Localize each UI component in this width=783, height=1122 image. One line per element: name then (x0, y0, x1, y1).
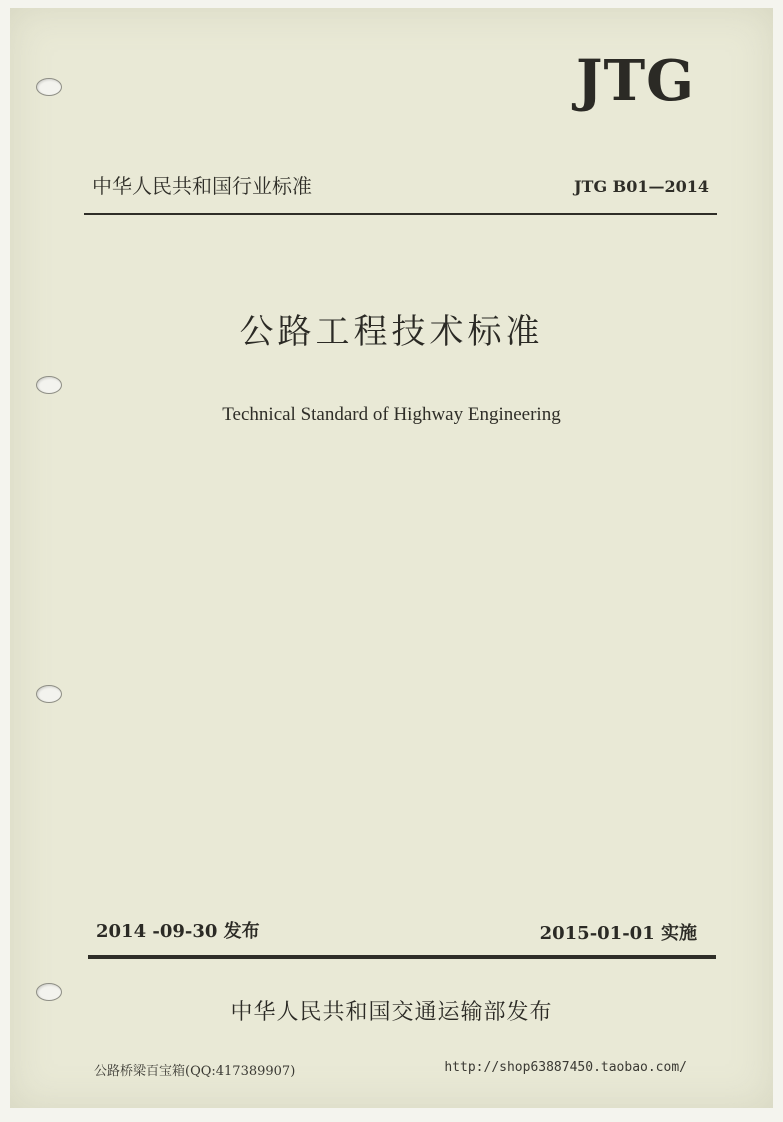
standard-series: 中华人民共和国行业标准 (92, 174, 312, 198)
implementation-date: 2015-01-01 实施 (539, 923, 697, 944)
title-english: Technical Standard of Highway Engineering (222, 404, 561, 425)
publisher: 中华人民共和国交通运输部发布 (230, 1000, 553, 1025)
footer-watermark-url: http://shop63887450.taobao.com/ (444, 1060, 687, 1075)
document-cover (10, 8, 773, 1108)
standard-number: JTG B01—2014 (573, 177, 709, 196)
bottom-divider (88, 955, 716, 959)
footer-watermark-left: 公路桥梁百宝箱(QQ:417389907) (94, 1064, 296, 1079)
punch-hole (36, 376, 62, 394)
title-chinese: 公路工程技术标准 (239, 312, 544, 352)
top-divider (84, 213, 717, 215)
punch-hole (36, 685, 62, 703)
issue-date: 2014 -09-30 发布 (96, 921, 260, 942)
standard-code-mark: JTG (576, 48, 695, 114)
punch-hole (36, 78, 62, 96)
